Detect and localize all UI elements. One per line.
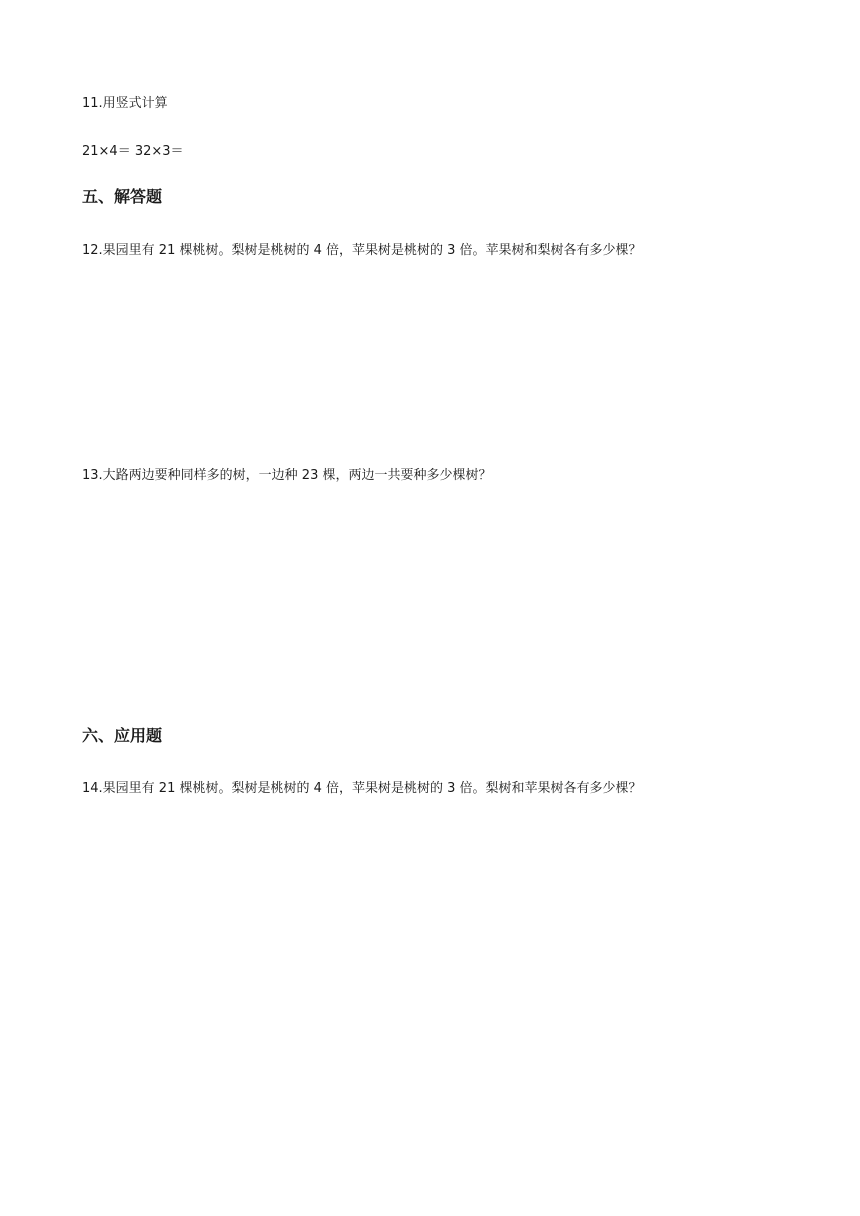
question-11: 11.用竖式计算 [82, 96, 168, 111]
section-heading-6: 六、应用题 [82, 726, 163, 745]
question-14: 14.果园里有 21 棵桃树。梨树是桃树的 4 倍，苹果树是桃树的 3 倍。梨树和苹果树各有多少棵？ [82, 781, 642, 796]
question-13: 13.大路两边要种同样多的树，一边种 23 棵，两边一共要种多少棵树？ [82, 468, 492, 483]
section-heading-5: 五、解答题 [82, 187, 163, 206]
question-11-calculations: 21×4＝ 32×3＝ [82, 144, 184, 159]
question-12: 12.果园里有 21 棵桃树。梨树是桃树的 4 倍，苹果树是桃树的 3 倍。苹果树和梨树各有多少棵？ [82, 243, 642, 258]
